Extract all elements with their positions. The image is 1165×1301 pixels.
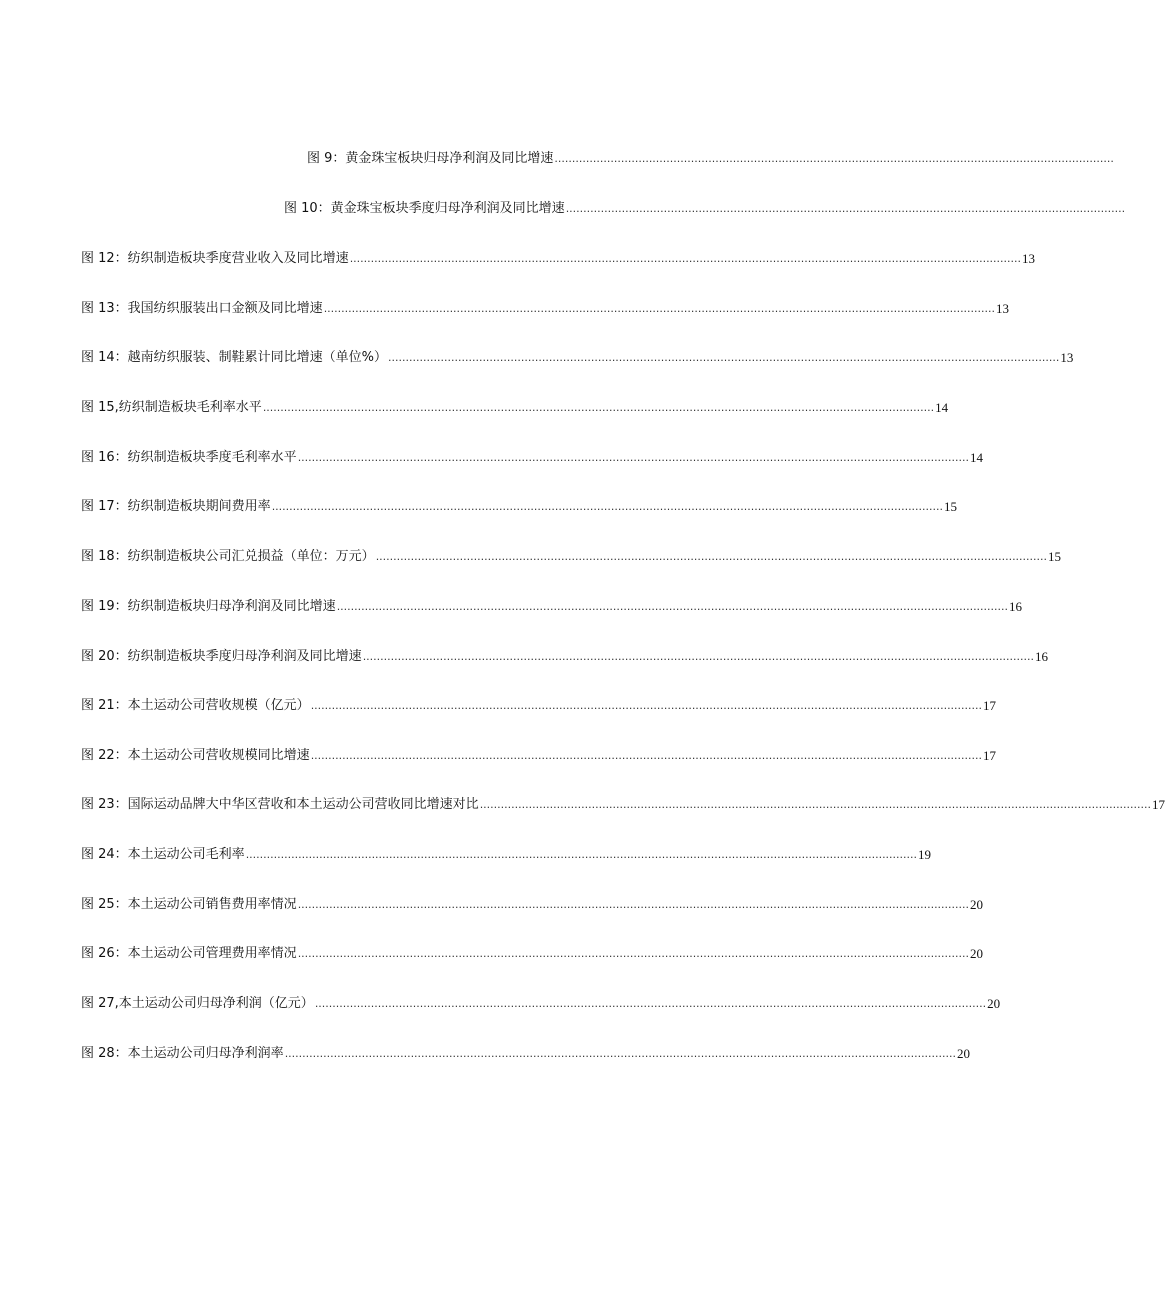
toc-entry[interactable] xyxy=(81,297,1010,317)
toc-entry[interactable] xyxy=(81,793,1165,813)
dot-leader: ................................................................................................................................................................................................ xyxy=(297,898,970,911)
dot-leader: ................................................................................................................................................................................................ xyxy=(336,600,1009,613)
toc-entry[interactable] xyxy=(81,893,984,913)
toc-entry-page: 15 xyxy=(944,499,958,514)
toc-entry[interactable] xyxy=(81,645,1049,665)
dot-leader: ................................................................................................................................................................................................ xyxy=(479,798,1152,811)
toc-entry-label: 图 25：本土运动公司销售费用率情况 xyxy=(81,897,297,912)
toc-entry-page: 17 xyxy=(983,698,997,713)
toc-entry-label: 图 16：纺织制造板块季度毛利率水平 xyxy=(81,450,297,465)
toc-entry-label: 图 14：越南纺织服装、制鞋累计同比增速（单位%） xyxy=(81,350,388,365)
dot-leader: ................................................................................................................................................................................................ xyxy=(314,997,987,1010)
dot-leader: ................................................................................................................................................................................................ xyxy=(323,302,996,315)
toc-entry[interactable] xyxy=(81,446,984,466)
toc-entry-page: 13 xyxy=(1060,350,1074,365)
dot-leader: ................................................................................................................................................................................................ xyxy=(245,848,918,861)
dot-leader: ................................................................................................................................................................................................ xyxy=(349,252,1022,265)
toc-entry-page: 13 xyxy=(996,301,1010,316)
toc-entry-label: 图 10：黄金珠宝板块季度归母净利润及同比增速 xyxy=(284,201,565,216)
toc-entry[interactable] xyxy=(81,744,997,764)
dot-leader: ................................................................................................................................................................................................ xyxy=(388,351,1060,364)
toc-entry-page: 20 xyxy=(987,996,1001,1011)
toc-entry-page: 16 xyxy=(1035,649,1049,664)
toc-entry-label: 图 21：本土运动公司营收规模（亿元） xyxy=(81,698,310,713)
toc-entry-label: 图 19：纺织制造板块归母净利润及同比增速 xyxy=(81,599,336,614)
toc-entry-page: 15 xyxy=(1048,549,1062,564)
toc-entry[interactable] xyxy=(81,247,1036,267)
toc-entry-page: 20 xyxy=(970,946,984,961)
toc-entry[interactable] xyxy=(81,1042,971,1062)
toc-entry-label: 图 17：纺织制造板块期间费用率 xyxy=(81,499,271,514)
toc-entry-label: 图 27,本土运动公司归母净利润（亿元） xyxy=(81,996,314,1011)
toc-entry[interactable] xyxy=(81,942,984,962)
dot-leader: ................................................................................................................................................................................................ xyxy=(310,749,983,762)
toc-entry-label: 图 22：本土运动公司营收规模同比增速 xyxy=(81,748,310,763)
toc-entry-page: 19 xyxy=(918,847,932,862)
toc-entry-page: 13 xyxy=(1022,251,1036,266)
dot-leader: ................................................................................................................................................................................................ xyxy=(362,650,1035,663)
toc-entry-label: 图 28：本土运动公司归母净利润率 xyxy=(81,1046,284,1061)
toc-entry[interactable] xyxy=(81,992,1001,1012)
toc-entry[interactable] xyxy=(81,843,932,863)
toc-entry-label: 图 20：纺织制造板块季度归母净利润及同比增速 xyxy=(81,649,362,664)
toc-entry[interactable] xyxy=(81,694,997,714)
dot-leader: ................................................................................................................................................................................................ xyxy=(310,699,983,712)
toc-entry-label: 图 12：纺织制造板块季度营业收入及同比增速 xyxy=(81,251,349,266)
toc-entry-label: 图 26：本土运动公司管理费用率情况 xyxy=(81,946,297,961)
toc-entry-label: 图 9：黄金珠宝板块归母净利润及同比增速 xyxy=(307,151,554,166)
toc-entry[interactable] xyxy=(81,346,1074,366)
toc-entry[interactable] xyxy=(81,396,949,416)
dot-leader: ................................................................................................................................................................................................ xyxy=(262,401,935,414)
toc-entry-label: 图 24：本土运动公司毛利率 xyxy=(81,847,245,862)
toc-entry[interactable] xyxy=(81,495,958,515)
toc-entry-page: 20 xyxy=(970,897,984,912)
toc-entry-page: 16 xyxy=(1009,599,1023,614)
toc-entry-label: 图 23：国际运动品牌大中华区营收和本土运动公司营收同比增速对比 xyxy=(81,797,479,812)
toc-entry[interactable] xyxy=(284,197,1126,217)
dot-leader: ................................................................................................................................................................................................ xyxy=(297,947,970,960)
dot-leader: ................................................................................................................................................................................................ xyxy=(297,451,970,464)
toc-entry[interactable] xyxy=(81,595,1023,615)
dot-leader: ................................................................................................................................................................................................ xyxy=(271,500,944,513)
toc-entry-label: 图 15,纺织制造板块毛利率水平 xyxy=(81,400,262,415)
dot-leader: ................................................................................................................................................................................................ xyxy=(284,1047,957,1060)
toc-entry-label: 图 18：纺织制造板块公司汇兑损益（单位：万元） xyxy=(81,549,375,564)
toc-entry-label: 图 13：我国纺织服装出口金额及同比增速 xyxy=(81,301,323,316)
toc-entry-page: 14 xyxy=(935,400,949,415)
toc-entry-page: 17 xyxy=(1152,797,1165,812)
toc-entry-page: 20 xyxy=(957,1046,971,1061)
toc-entry[interactable] xyxy=(81,545,1062,565)
dot-leader: ................................................................................................................................................................ xyxy=(565,202,1126,215)
dot-leader: ................................................................................................................................................................ xyxy=(554,152,1114,165)
toc-entry-page: 17 xyxy=(983,748,997,763)
toc-entry-page: 14 xyxy=(970,450,984,465)
dot-leader: ................................................................................................................................................................................................ xyxy=(375,550,1048,563)
toc-entry[interactable] xyxy=(307,147,1114,167)
